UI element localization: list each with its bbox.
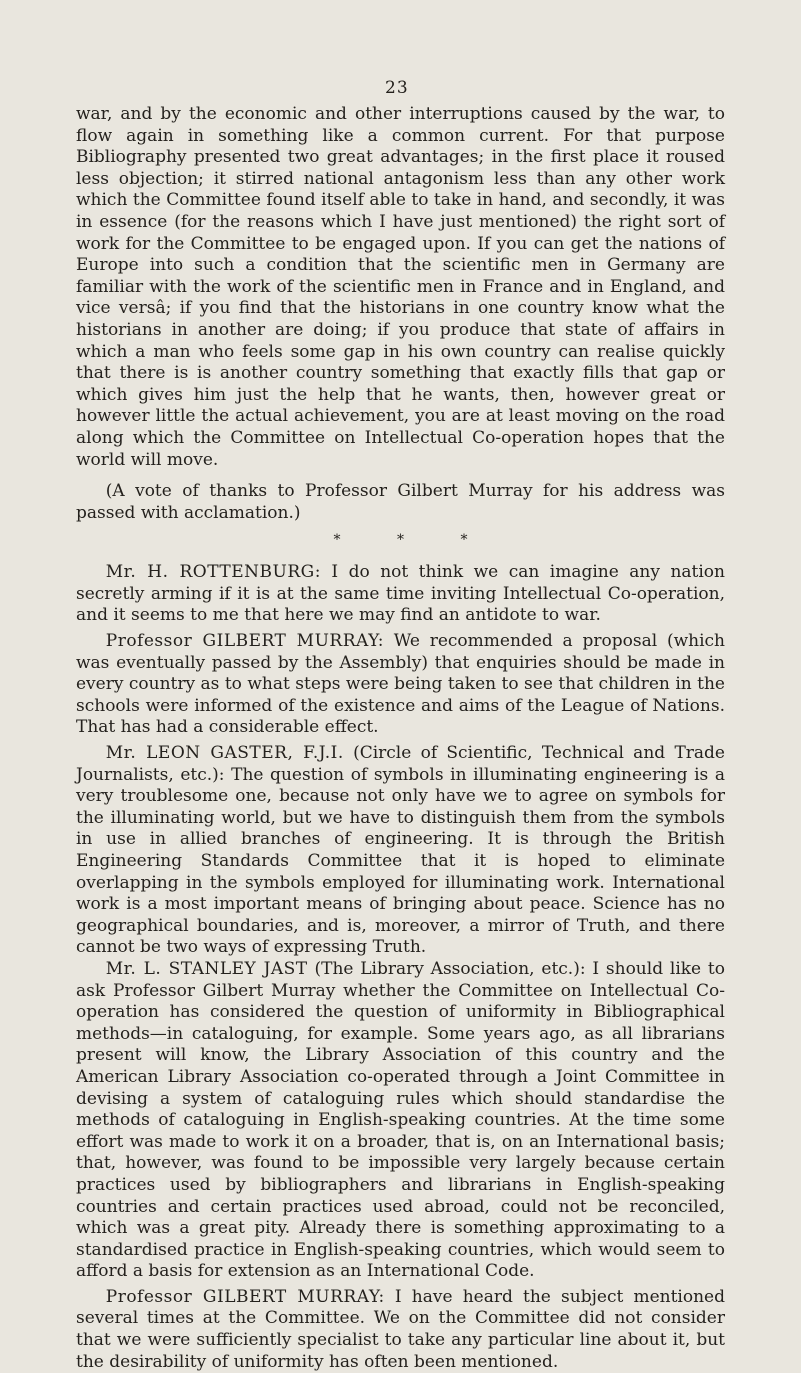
paragraph-murray-reply-2	[76, 1287, 725, 1373]
speech-text: I have heard the subject mentioned several times at the Committee. We on the Committee did not consider that we were sufficiently specialist to take any particular line about it, but the desirability of uniformity has often been mentioned.	[76, 1286, 725, 1372]
speech-text: We recommended a proposal (which was eventually passed by the Assembly) that enquiries should be made in every country as to what steps were being taken to see that children in the schools were informed of the existence and aims of the League of Nations. That has had a considerable effect.	[76, 631, 725, 738]
speaker-name: Professor GILBERT MURRAY:	[105, 1286, 385, 1307]
speaker-name: Mr. LEON GASTER, F.J.I.	[105, 743, 344, 764]
paragraph-gaster	[76, 743, 725, 959]
paragraph-rottenburg	[76, 562, 725, 627]
speech-text: (Circle of Scientific, Technical and Trade Journalists, etc.): The question of symbols in illuminating engineering is a very troublesome one, because not only have we to agree on symbols for the illuminating world, but we have to distinguish them from the symbols in use in allied branches of engineering. It is through the British Engineering Standards Committee that it is hoped to eliminate overlapping in the symbols employed for illuminating work. International work is a most important means of bringing about peace. Science has no geographical boundaries, and is, moreover, a mirror of Truth, and there cannot be two ways of expressing Truth.	[76, 743, 725, 958]
speaker-name: Mr. H. ROTTENBURG:	[105, 562, 321, 583]
speaker-name: Mr. L. STANLEY JAST	[105, 958, 308, 979]
paragraph-murray-reply-1	[76, 631, 725, 739]
speaker-name: Professor GILBERT MURRAY:	[105, 631, 384, 652]
section-divider-asterisks: * * *	[333, 532, 468, 549]
paragraph-closing-address: war, and by the economic and other interruptions caused by the war, to flow again in something like a common current. For that purpose Bibliography presented two great advantages; in the first place it roused less objection; it stirred national antagonism less than any other work which the Committee found itself able to take in hand, and secondly, it was in essence (for the reasons which I have just mentioned) the right sort of work for the Committee to be engaged upon. If you can get the nations of Europe into such a condition that the scientific men in Germany are familiar with the work of the scientific men in France and in England, and vice versâ; if you find that the historians in one country know what the historians in another are doing; if you produce that state of affairs in which a man who feels some gap in his own country can realise quickly that there is is another country something that exactly fills that gap or which gives him just the help that he wants, then, however great or however little the actual achievement, you are at least moving on the road along which the Committee on Intellectual Co-operation hopes that the world will move.	[76, 104, 725, 470]
page-number: 23	[385, 78, 409, 98]
speech-text: (The Library Association, etc.): I should like to ask Professor Gilbert Murray whether the Committee on Intellectual Co-operation has considered the question of uniformity in Bibliographical methods—in cataloguing, for example. Some years ago, as all librarians present will know, the Library Association of this country and the American Library Association co-operated through a Joint Committee in devising a system of cataloguing rules which should standardise the methods of cataloguing in English-speaking countries. At the time some effort was made to work it on a broader, that is, on an International basis; that, however, was found to be impossible very largely because certain practices used by bibliographers and librarians in English-speaking countries and certain practices used abroad, could not be reconciled, which was a great pity. Already there is something approximating to a standardised practice in English-speaking countries, which would seem to afford a basis for extension as an International Code.	[76, 958, 725, 1282]
speech-text: I do not think we can imagine any nation secretly arming if it is at the same time inviting Intellectual Co-operation, and it seems to me that here we may find an antidote to war.	[76, 562, 725, 626]
paragraph-jast	[76, 959, 725, 1283]
page-body	[76, 104, 725, 1373]
paragraph-vote-of-thanks: (A vote of thanks to Professor Gilbert Murray for his address was passed with acclamation.)	[76, 481, 725, 523]
